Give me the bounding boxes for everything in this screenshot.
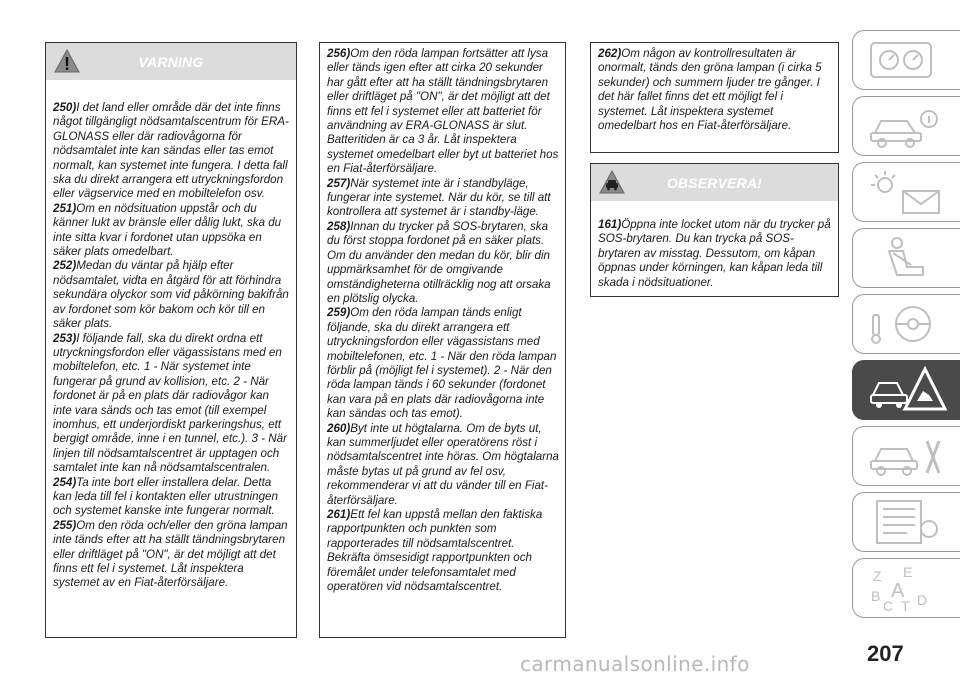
page-number: 207: [867, 641, 904, 666]
dashboard-icon: [867, 35, 947, 85]
svg-text:B: B: [870, 588, 880, 604]
chapter-tab-maintenance[interactable]: [852, 426, 960, 486]
warning-continued-box: [319, 42, 566, 638]
chapter-tab-emergency[interactable]: [852, 360, 960, 420]
chapter-tab-safety[interactable]: [852, 228, 960, 288]
svg-text:E: E: [902, 564, 912, 580]
paragraph-text: Öppna inte locket utom när du trycker på SOS-brytaren. Du kan trycka på SOS-brytaren av misstag. Dessutom, om kåpan öppnas under körningen, kan kåpan leda till skada i nödsituationer.: [598, 218, 831, 289]
paragraph-text: I det land eller område där det inte finns något tillgängligt nödsamtalscentrum för ERA-GLONASS eller där radiovågorna för nödsamtalet inte kan sändas eller tas emot normalt, kan systemet inte fungera. I detta fall ska du direkt arrangera ett utryckningsfordon eller vägservice med en mobiltelefon osv.: [53, 101, 289, 201]
paragraph-number: 252): [53, 259, 77, 273]
svg-text:T: T: [900, 598, 910, 613]
warning-title: VARNING: [138, 53, 204, 70]
paragraph-text: I följande fall, ska du direkt ordna ett utryckningsfordon eller vägassistans med en mobiltelefon, etc. 1 - När systemet inte fungerar på grund av kollision, etc. 2 - När fordonet är på en plats där radiovågor kan inte vara sänds och tas emot (till exempel inomhus, ett underjordiskt parkeringshus, ett bergigt område, inne i en tunnel, etc.). 3 - När linjen till nödsamtalscentret är upptagen och samtalet inte kan nå nödsamtalscentralen.: [53, 331, 287, 475]
paragraph-number: 260): [327, 421, 351, 435]
paragraph-number: 255): [53, 518, 77, 532]
alphabet-index-icon: [867, 563, 947, 613]
note-header: [591, 164, 838, 201]
paragraph: [53, 259, 290, 331]
paragraph: [327, 422, 559, 508]
paragraph: [53, 332, 290, 476]
paragraph-text: Ett fel kan uppstå mellan den faktiska rapportpunkten och punkten som rapporterades till nödsamtalscentret. Bekräfta ömsesidigt rapportpunkten och föremålet under telefonsamtalet med operatören vid nödsamtalscentret.: [327, 508, 543, 594]
paragraph: [598, 218, 832, 290]
paragraph: [53, 202, 290, 260]
note-box: [590, 163, 839, 297]
warning-end-box: [590, 42, 839, 153]
warning-box: [45, 42, 297, 638]
svg-text:C: C: [882, 598, 893, 613]
lights-message-icon: [867, 167, 947, 217]
paragraph-number: 253): [53, 331, 77, 345]
svg-text:A: A: [890, 580, 904, 602]
svg-text:Z: Z: [872, 568, 882, 584]
paragraph-number: 257): [327, 176, 351, 190]
chapter-tab-lights[interactable]: [852, 162, 960, 222]
paragraph: [327, 47, 559, 177]
warning-end-text: [591, 43, 838, 137]
car-info-icon: [867, 101, 947, 151]
note-text: [591, 201, 838, 294]
paragraph-number: 256): [327, 47, 351, 60]
car-warning-icon: [599, 170, 625, 194]
steering-key-icon: [867, 299, 947, 349]
paragraph: [327, 177, 559, 220]
paragraph-number: 259): [327, 306, 351, 320]
watermark: carmanualsonline.info: [520, 652, 750, 676]
paragraph-text: När systemet inte är i standbyläge, fungerar inte systemet. När du kör, se till att kontrollera att systemet är i standby-läge.: [327, 176, 551, 219]
technical-data-icon: [867, 497, 947, 547]
paragraph-text: Om en nödsituation uppstår och du känner lukt av bränsle eller dålig lukt, ska du inte sitta kvar i fordonet utan uppsöka en säker plats omedelbart.: [53, 201, 282, 259]
paragraph: [327, 306, 559, 421]
paragraph: [53, 519, 290, 591]
chapter-tab-dashboard[interactable]: [852, 30, 960, 90]
paragraph-text: Byt inte ut högtalarna. Om de byts ut, kan summerljudet eller operatörens röst i nödsamtalscentret inte höras. Om högtalarna måste bytas ut på grund av fel osv, rekommenderar vi att du vänder till en Fiat-återförsäljare.: [327, 421, 559, 507]
paragraph-text: Medan du väntar på hjälp efter nödsamtalet, vidta en åtgärd för att förhindra sekundära olyckor som vid påkörning bakifrån av fordonet som kör bakom och kör till en säker plats.: [53, 259, 289, 331]
paragraph-number: 251): [53, 201, 77, 215]
paragraph: [327, 220, 559, 306]
chapter-tab-driving[interactable]: [852, 294, 960, 354]
paragraph: [327, 508, 559, 594]
warning-triangle-icon: [54, 49, 80, 73]
warning-continued-text: [320, 43, 565, 598]
chapter-tab-car-info[interactable]: [852, 96, 960, 156]
paragraph-number: 262): [598, 47, 622, 60]
paragraph-number: 254): [53, 475, 77, 489]
car-service-icon: [867, 431, 947, 481]
chapter-tab-index[interactable]: [852, 558, 960, 618]
paragraph-number: 161): [598, 218, 622, 231]
paragraph-text: Om den röda lampan tänds enligt följande, ska du direkt arrangera ett utryckningsfordon eller vägassistans med mobiltelefonen, etc. 1 - När den röda lampan förblir på (möjligt fel i systemet). 2 - När den röda lampan tänds i 60 sekunder (fordonet kan vara på en plats där radiovågorna inte kan sändas och tas emot).: [327, 306, 557, 421]
paragraph-number: 261): [327, 508, 351, 521]
warning-text: [46, 80, 296, 595]
note-title: OBSERVERA!: [666, 174, 763, 191]
paragraph-number: 250): [53, 101, 77, 114]
paragraph: [598, 47, 832, 133]
paragraph-text: Innan du trycker på SOS-brytaren, ska du först stoppa fordonet på en säker plats. Om du använder den medan du kör, blir din uppmärksamhet för de omgivande omständigheterna otillräcklig nog att orsaka en plötslig olycka.: [327, 219, 551, 305]
paragraph-text: Ta inte bort eller installera delar. Detta kan leda till fel i kontakten eller utrustningen och systemet kanske inte fungerar normalt.: [53, 475, 278, 518]
paragraph-text: Om den röda lampan fortsätter att lysa eller tänds igen efter att cirka 20 sekunder har gått efter att ha ställt tändningsbrytaren eller driftläget på "ON", är det möjligt att det finns ett fel i systemet eller att batteriet för användning av ERA-GLONASS är slut. Batteritiden är ca 3 år. Låt inspektera systemet omedelbart eller byt ut batteriet hos en Fiat-återförsäljare.: [327, 47, 559, 176]
paragraph-number: 258): [327, 219, 351, 233]
warning-header: [46, 43, 296, 80]
chapter-tab-technical-data[interactable]: [852, 492, 960, 552]
svg-text:D: D: [916, 592, 927, 608]
emergency-warning-icon: [867, 365, 947, 415]
airbag-seat-icon: [867, 233, 947, 283]
paragraph-text: Om den röda och/eller den gröna lampan inte tänds efter att ha ställt tändningsbrytaren eller driftläget på "ON", är det möjligt att det finns ett fel i systemet. Låt inspektera systemet av en Fiat-återförsäljare.: [53, 518, 288, 590]
paragraph-text: Om någon av kontrollresultaten är onormalt, tänds den gröna lampan (i cirka 5 sekunder) och summern ljuder tre gånger. I det här fallet finns det ett möjligt fel i systemet. Låt inspektera systemet omedelbart hos en Fiat-återförsäljare.: [598, 47, 822, 133]
paragraph: [53, 476, 290, 519]
paragraph: [53, 101, 290, 202]
